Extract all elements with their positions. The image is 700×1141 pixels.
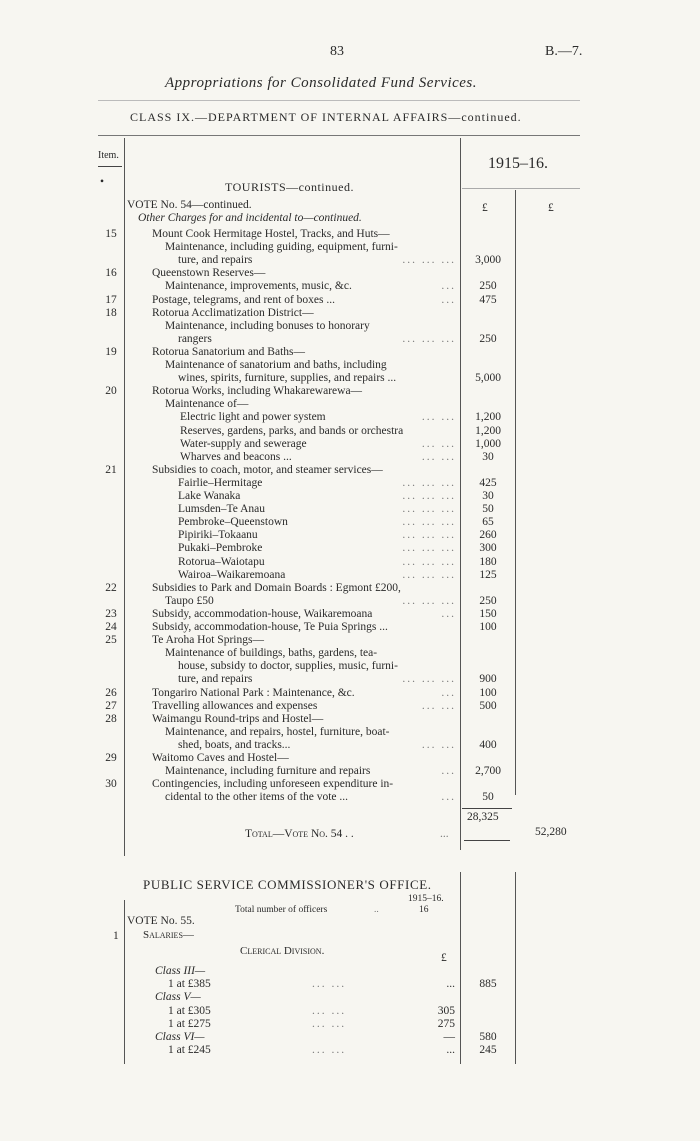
row-description: rangers (178, 332, 212, 345)
salary-subamount: — (443, 1031, 455, 1043)
row-description: Reserves, gardens, parks, and bands or orchestra (180, 424, 404, 437)
salary-row (0, 978, 700, 991)
item-number: 26 (105, 686, 117, 699)
table-row (0, 582, 700, 595)
row-amount: 150 (479, 607, 497, 620)
leader-dots: ... ... (421, 450, 456, 463)
item-header-rule (98, 166, 122, 167)
item-number: 27 (105, 699, 117, 712)
psc-heading: PUBLIC SERVICE COMMISSIONER'S OFFICE. (143, 877, 432, 892)
leader-dots: ... ... ... (402, 673, 456, 686)
row-description: Maintenance of buildings, baths, gardens, tea- (165, 647, 378, 660)
item-number: 29 (105, 752, 117, 764)
row-description: cidental to the other items of the vote ... (165, 791, 348, 804)
leader-dots: ... ... (421, 437, 456, 450)
row-description: Water-supply and sewerage (180, 437, 307, 450)
table-row (0, 372, 700, 385)
table-row (0, 673, 700, 686)
table-row (0, 608, 700, 621)
row-description: Waitomo Caves and Hostel— (152, 752, 289, 764)
table-row (0, 280, 700, 293)
row-description: Maintenance, and repairs, hostel, furniture, boat- (165, 725, 390, 738)
vote-54-subtotal: 28,325 (467, 811, 499, 823)
leader-dots: ... (441, 791, 456, 804)
row-amount: 30 (482, 490, 494, 502)
row-description: house, subsidy to doctor, supplies, music, furni- (178, 660, 398, 673)
salary-row (0, 1031, 700, 1044)
officers-label: Total number of officers (235, 905, 328, 915)
table-row (0, 228, 700, 241)
row-description: Rotorua–Waiotapu (178, 555, 265, 568)
table-row (0, 464, 700, 477)
row-description: Subsidy, accommodation-house, Waikaremoana (152, 607, 373, 620)
table-row (0, 346, 700, 359)
leader-dots: ... ... (421, 411, 456, 424)
leader-dots: ... ... ... (402, 476, 456, 489)
row-description: Rotorua Works, including Whakarewarewa— (152, 385, 363, 398)
table-row (0, 359, 700, 372)
table-row (0, 477, 700, 490)
leader-dots: ... ... (312, 1044, 347, 1057)
item-number: 16 (105, 267, 117, 280)
row-description: Maintenance of— (165, 398, 249, 411)
row-amount: 1,200 (475, 411, 501, 424)
row-amount: 300 (479, 542, 497, 555)
item-number: 21 (105, 463, 117, 476)
row-amount: 100 (479, 621, 497, 633)
leader-dots: ... ... (312, 1017, 347, 1030)
salary-subamount: 305 (437, 1004, 455, 1017)
row-amount: 50 (482, 503, 494, 516)
row-description: Subsidies to Park and Domain Boards : Egmont £200, (152, 581, 401, 594)
subtotal-rule (462, 808, 512, 809)
item-number: 23 (105, 607, 117, 620)
row-amount: 425 (479, 476, 497, 489)
psc-pound-symbol: £ (441, 952, 447, 964)
table-row (0, 713, 700, 726)
table-row (0, 411, 700, 424)
leader-dots: ... ... ... (402, 332, 456, 345)
table-row (0, 687, 700, 700)
row-amount: 5,000 (475, 372, 501, 385)
salary-row (0, 965, 700, 978)
table-row (0, 516, 700, 529)
total-dots: ... (440, 828, 449, 840)
row-amount: 3,000 (475, 254, 501, 267)
item-column-header: Item. (98, 150, 119, 161)
class-heading: CLASS IX.—DEPARTMENT OF INTERNAL AFFAIRS—continued. (130, 110, 522, 124)
row-description: Waimangu Round-trips and Hostel— (152, 712, 324, 725)
table-row (0, 241, 700, 254)
row-description: Travelling allowances and expenses (152, 699, 318, 712)
salary-amount: 885 (479, 978, 497, 991)
salaries-label: Salaries— (143, 929, 194, 941)
row-amount: 1,200 (475, 424, 501, 437)
table-row (0, 503, 700, 516)
row-description: Mount Cook Hermitage Hostel, Tracks, and Huts— (152, 228, 390, 240)
table-row (0, 529, 700, 542)
row-description: wines, spirits, furniture, supplies, and repairs ... (178, 372, 397, 385)
row-description: Rotorua Acclimatization District— (152, 306, 314, 319)
table-top-rule (98, 135, 580, 136)
leader-dots: ... ... ... (402, 490, 456, 502)
table-row (0, 621, 700, 634)
bullet-mark: • (100, 176, 105, 188)
psc-year: 1915–16. (408, 894, 444, 904)
row-description: Contingencies, including unforeseen expenditure in- (152, 778, 394, 791)
salary-subamount: ... (446, 978, 455, 991)
item-number: 18 (105, 306, 117, 319)
leader-dots: ... ... (421, 699, 456, 712)
table-row (0, 569, 700, 582)
row-description: Lake Wanaka (178, 490, 241, 502)
leader-dots: ... ... ... (402, 529, 456, 542)
row-amount: 400 (479, 738, 497, 751)
leader-dots: ... (441, 607, 456, 620)
row-description: Wharves and beacons ... (180, 450, 292, 463)
leader-dots: ... ... (421, 738, 456, 751)
row-description: Subsidy, accommodation-house, Te Puia Springs ... (152, 621, 388, 633)
table-row (0, 542, 700, 555)
total-rule (464, 840, 510, 841)
row-description: ture, and repairs (178, 254, 253, 267)
row-amount: 180 (479, 555, 497, 568)
row-amount: 50 (482, 791, 494, 804)
row-description: Maintenance, improvements, music, &c. (165, 280, 352, 293)
salary-description: Class III— (155, 965, 206, 977)
divider (98, 100, 580, 101)
row-description: Pukaki–Pembroke (178, 542, 263, 555)
table-row (0, 634, 700, 647)
row-description: Electric light and power system (180, 411, 326, 424)
table-row (0, 490, 700, 503)
row-amount: 100 (479, 686, 497, 699)
table-row (0, 778, 700, 791)
table-row (0, 398, 700, 411)
tourists-heading: TOURISTS—continued. (225, 180, 354, 194)
table-row (0, 254, 700, 267)
leader-dots: ... ... ... (402, 254, 456, 267)
row-description: Postage, telegrams, and rent of boxes ... (152, 293, 335, 306)
row-description: Fairlie–Hermitage (178, 476, 263, 489)
row-description: Queenstown Reserves— (152, 267, 266, 280)
leader-dots: ... (441, 686, 456, 699)
clerical-division-label: Clerical Division. (240, 945, 325, 957)
row-amount: 2,700 (475, 765, 501, 778)
leader-dots: ... ... ... (402, 516, 456, 529)
item-number: 22 (105, 581, 117, 594)
row-description: Maintenance of sanatorium and baths, including (165, 359, 387, 371)
leader-dots: ... ... ... (402, 568, 456, 581)
row-description: Taupo £50 (165, 594, 214, 607)
row-amount: 250 (479, 594, 497, 607)
row-amount: 250 (479, 332, 497, 345)
page-title: Appropriations for Consolidated Fund Services. (165, 75, 478, 91)
salary-subamount: 275 (437, 1017, 455, 1030)
item-number: 19 (105, 345, 117, 358)
leader-dots: ... (441, 280, 456, 293)
table-row (0, 726, 700, 739)
leader-dots: ... ... ... (402, 503, 456, 516)
row-description: Wairoa–Waikaremoana (178, 568, 286, 581)
leader-dots: ... ... (312, 1004, 347, 1017)
salary-row (0, 1018, 700, 1031)
item-number: 25 (105, 634, 117, 647)
table-row (0, 451, 700, 464)
officers-dots: .. (374, 905, 379, 915)
row-description: Rotorua Sanatorium and Baths— (152, 345, 305, 358)
table-row (0, 267, 700, 280)
table-row (0, 595, 700, 608)
table-row (0, 765, 700, 778)
vote-54-label: VOTE No. 54—continued. (127, 199, 252, 211)
row-amount: 500 (479, 699, 497, 712)
row-description: Te Aroha Hot Springs— (152, 634, 264, 647)
table-row (0, 385, 700, 398)
item-number: 30 (105, 778, 117, 791)
table-row (0, 307, 700, 320)
row-description: Subsidies to coach, motor, and steamer services— (152, 463, 383, 476)
row-description: shed, boats, and tracks... (178, 738, 291, 751)
row-amount: 125 (479, 568, 497, 581)
row-description: Maintenance, including furniture and repairs (165, 765, 371, 778)
row-description: Lumsden–Te Anau (178, 503, 266, 516)
table-row (0, 647, 700, 660)
row-amount: 65 (482, 516, 494, 529)
row-description: Maintenance, including guiding, equipment, furni- (165, 241, 398, 254)
year-column-header: 1915–16. (488, 155, 548, 172)
row-amount: 260 (479, 529, 497, 542)
officers-count: 16 (419, 905, 429, 915)
table-row (0, 791, 700, 804)
leader-dots: ... ... ... (402, 542, 456, 555)
leader-dots: ... ... ... (402, 555, 456, 568)
row-description: Pembroke–Queenstown (178, 516, 288, 529)
item-number: 24 (105, 621, 117, 633)
table-row (0, 438, 700, 451)
row-description: ture, and repairs (178, 673, 253, 686)
salary-description: Class V— (155, 991, 201, 1004)
psc-item-number: 1 (113, 930, 119, 942)
table-row (0, 333, 700, 346)
salary-description: 1 at £275 (168, 1017, 211, 1030)
row-description: Tongariro National Park : Maintenance, &c. (152, 686, 355, 699)
row-amount: 900 (479, 673, 497, 686)
leader-dots: ... (441, 293, 456, 306)
salary-amount: 245 (479, 1044, 497, 1057)
row-description: Pipiriki–Tokaanu (178, 529, 258, 542)
page-number: 83 (330, 44, 344, 59)
table-row (0, 425, 700, 438)
salary-row (0, 1005, 700, 1018)
salary-description: 1 at £305 (168, 1004, 211, 1017)
vote-54-total-label: Total—Vote No. 54 . . (245, 828, 354, 840)
salary-row (0, 991, 700, 1004)
year-header-rule (462, 188, 580, 189)
currency-symbol-2: £ (548, 202, 554, 214)
leader-dots: ... ... ... (402, 594, 456, 607)
salary-description: Class VI— (155, 1031, 205, 1043)
table-row (0, 700, 700, 713)
salary-row (0, 1044, 700, 1057)
vote-54-total: 52,280 (535, 826, 567, 838)
currency-symbol-1: £ (482, 202, 488, 214)
table-row (0, 294, 700, 307)
item-number: 15 (105, 228, 117, 240)
salary-amount: 580 (479, 1031, 497, 1043)
vote-55-label: VOTE No. 55. (127, 915, 195, 927)
row-amount: 475 (479, 293, 497, 306)
item-number: 28 (105, 712, 117, 725)
table-row (0, 556, 700, 569)
row-amount: 30 (482, 450, 494, 463)
row-description: Maintenance, including bonuses to honorary (165, 319, 370, 332)
item-number: 20 (105, 385, 117, 398)
row-amount: 1,000 (475, 437, 501, 450)
table-row (0, 320, 700, 333)
leader-dots: ... ... (312, 978, 347, 991)
table-row (0, 739, 700, 752)
salary-description: 1 at £245 (168, 1044, 211, 1057)
document-reference: B.—7. (545, 44, 583, 59)
leader-dots: ... (441, 765, 456, 778)
row-amount: 250 (479, 280, 497, 293)
table-row (0, 752, 700, 765)
item-number: 17 (105, 293, 117, 306)
other-charges-label: Other Charges for and incidental to—continued. (138, 212, 362, 224)
salary-description: 1 at £385 (168, 978, 211, 991)
table-row (0, 660, 700, 673)
salary-subamount: ... (446, 1044, 455, 1057)
